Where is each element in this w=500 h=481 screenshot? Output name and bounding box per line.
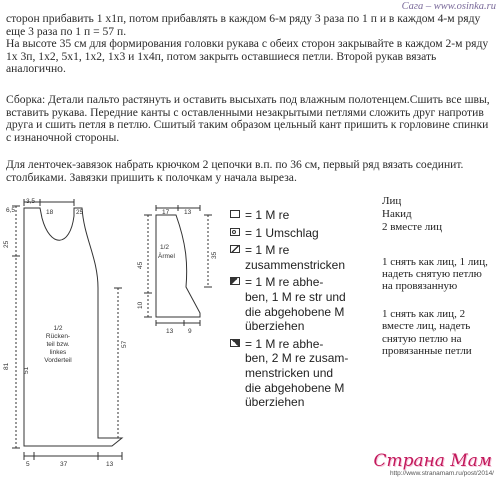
body-outline — [24, 208, 122, 446]
dim-top-1: 3,5 — [26, 198, 36, 205]
dim-side-1: 25 — [3, 240, 10, 248]
legend-text: = 1 M re abhe- ben, 1 M re str und die abgehobene M überziehen — [245, 275, 346, 334]
legend-text: = 1 M re zusammenstricken — [245, 243, 346, 272]
sleeve-diagram — [128, 203, 220, 335]
skp-symbol-icon — [230, 277, 240, 285]
legend-knit — [230, 208, 370, 223]
piece-label-5: Vorderteil — [44, 357, 72, 364]
legend-k2tog — [230, 243, 370, 272]
sleeve-outline — [156, 215, 200, 317]
site-logo — [352, 451, 496, 479]
sleeve-dim-bottom-1: 13 — [166, 328, 174, 335]
piece-label-3: teil bzw. — [46, 341, 70, 348]
translation-yarn-over: Накид — [382, 208, 412, 221]
k2tog-symbol-icon — [230, 245, 240, 253]
sleeve-dim-side-1: 45 — [137, 261, 144, 269]
instruction-paragraph-assembly: Сборка: Детали пальто растянуть и оставить высыхать под влажным полотенцем.Сшить все швы, вставить рукава. Передние канты с оставленными незакрытыми петлями сложить друг напротив друга и сшить петля в петлю. Сшитый таким образом цельный кант пришить к горловине спинки с изнаночной стороны. — [6, 93, 490, 144]
sleeve-dim-top-1: 17 — [162, 209, 170, 216]
sleeve-dim-top-2: 13 — [184, 209, 192, 216]
dim-top-4: 25 — [76, 209, 84, 216]
logo-url: http://www.stranamam.ru/post/2014/ — [389, 470, 494, 477]
piece-label-4: linkes — [49, 349, 67, 356]
logo-text: Страна Мам — [373, 451, 492, 471]
body-piece-diagram — [2, 198, 132, 470]
sleeve-dim-bottom-2: 9 — [188, 328, 192, 335]
sleeve-dim-side-2: 35 — [211, 251, 218, 259]
translation-skp: 1 снять как лиц, 1 лиц, надеть снятую петлю на провязанную — [382, 255, 488, 293]
dim-top-3: 18 — [46, 209, 54, 216]
dim-bottom-3: 13 — [106, 461, 114, 468]
piece-label-1: 1/2 — [53, 325, 63, 332]
sleeve-label-1: 1/2 — [160, 244, 170, 251]
legend-text: = 1 Umschlag — [245, 225, 319, 240]
dim-side-2: 81 — [3, 362, 10, 370]
dim-bottom-1: 5 — [26, 461, 30, 468]
legend-skp — [230, 275, 370, 333]
instruction-paragraph-sleeve: сторон прибавить 1 х1п, потом прибавлять в каждом 6-м ряду 3 раза по 1 п и в каждом 4-м ряду еще 3 раза по 1 п = 57 п. На высоте 35 см для формирования головки рукава с обеих сторон закрывайте в каждом 2-м ряду 1х 3п, 1х2, 5х1, 1х2, 1х3 и 1х4п, потом закрыть оставшиеся петли. Второй рукав вязать аналогично. — [6, 12, 489, 76]
translation-knit: Лиц — [382, 195, 402, 207]
site-header: Сага – www.osinka.ru — [401, 1, 496, 12]
legend-translations — [382, 195, 494, 366]
sleeve-label-2: Ärmel — [158, 253, 175, 260]
legend-yarn-over — [230, 226, 370, 241]
stitch-legend — [230, 208, 370, 413]
legend-text: = 1 M re — [245, 208, 290, 222]
dim-side-3: 57 — [121, 340, 128, 348]
translation-sk2p: 1 снять как лиц, 2 вместе лиц, надеть снятую петлю на провязанные петли — [382, 308, 472, 357]
sk2p-symbol-icon — [230, 339, 240, 347]
yarn-over-symbol-icon — [230, 228, 240, 236]
dim-top-2: 6,5 — [6, 207, 16, 214]
dim-side-4: 51 — [23, 366, 30, 374]
legend-text: = 1 M re abhe- ben, 2 M re zusam- menstricken und die abgehobene M überziehen — [245, 336, 349, 410]
translation-k2tog: 2 вместе лиц — [382, 221, 442, 234]
sleeve-dim-side-3: 10 — [137, 301, 144, 309]
instruction-paragraph-ties: Для ленточек-завязок набрать крючком 2 цепочки в.п. по 36 см, первый ряд вязать соединит. столбиками. Завязки пришить к полочкам у начала выреза. — [6, 158, 464, 184]
knit-symbol-icon — [230, 210, 240, 218]
dim-bottom-2: 37 — [60, 461, 68, 468]
legend-sk2p — [230, 337, 370, 410]
piece-label-2: Rücken- — [45, 333, 71, 340]
